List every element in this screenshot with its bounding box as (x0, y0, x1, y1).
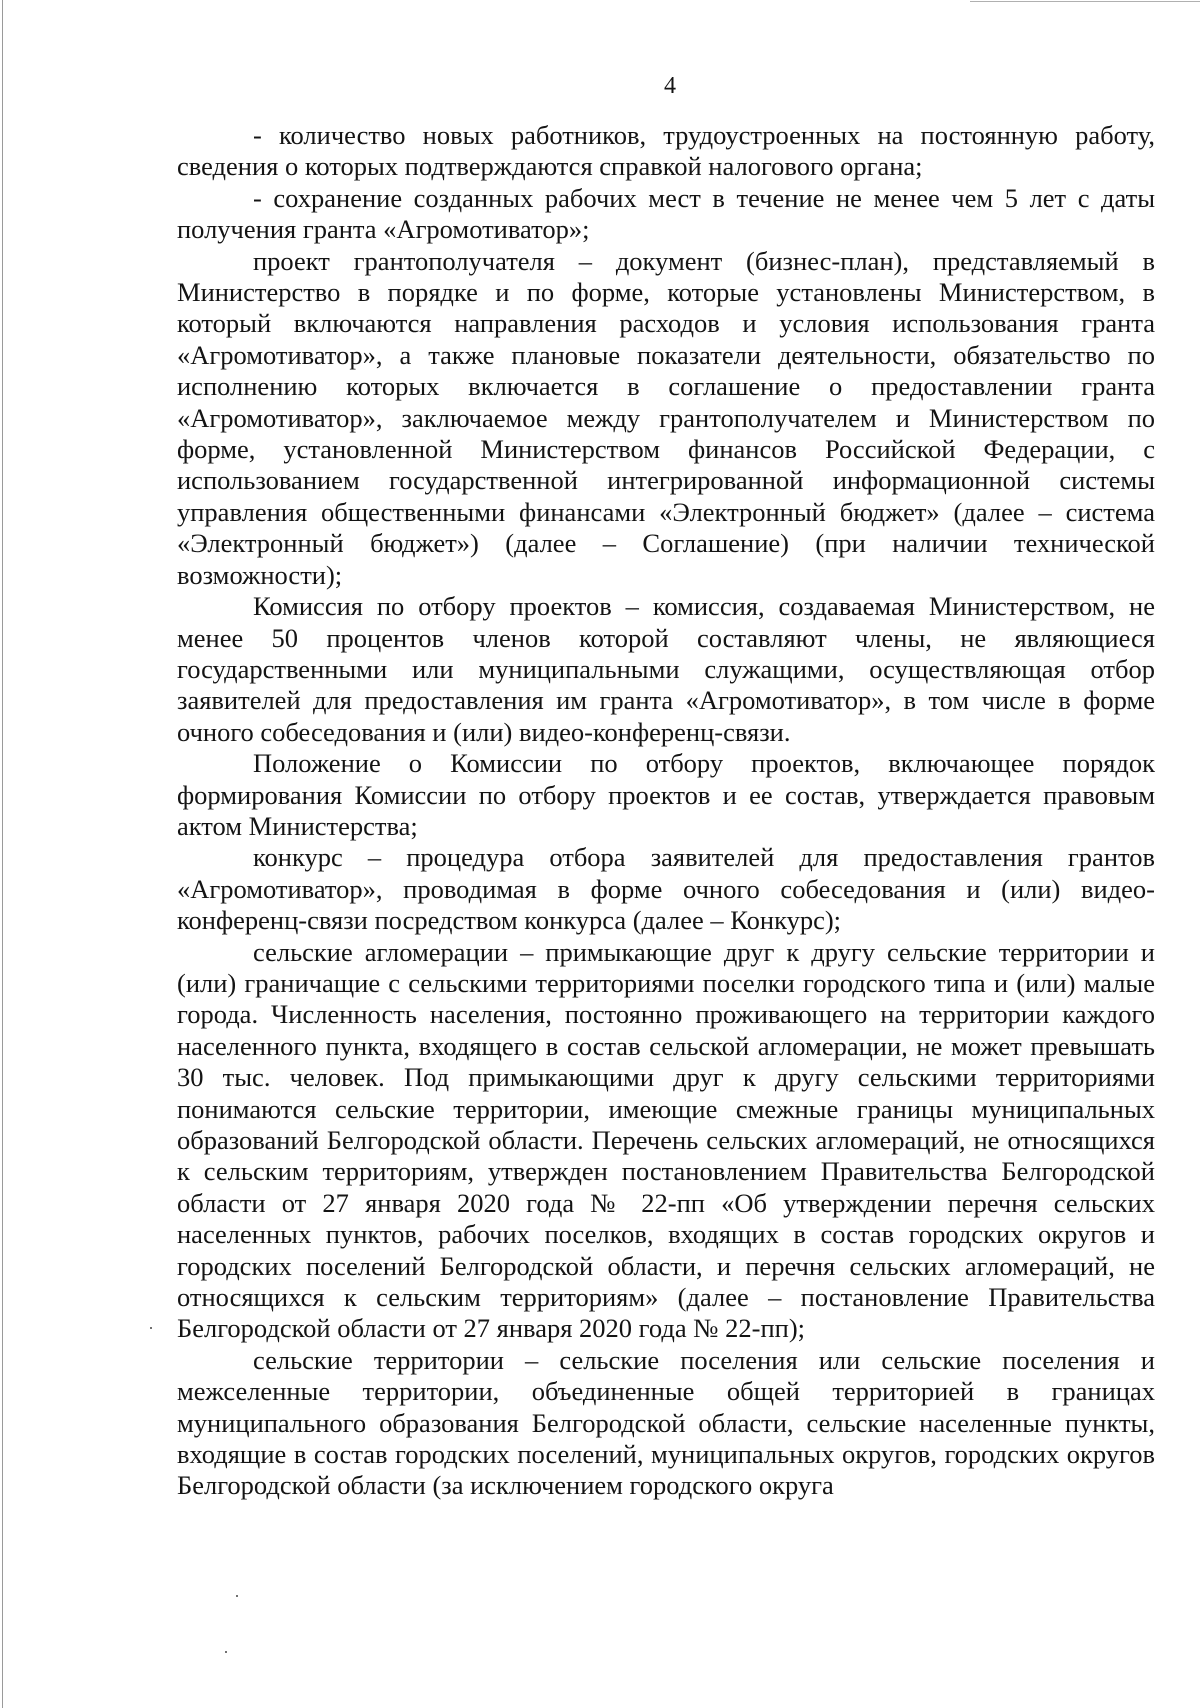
scan-speck (150, 1327, 152, 1329)
paragraph-new-workers: - количество новых работников, трудоустроенных на постоянную работу, сведения о которых подтверждаются справкой налогового органа; (177, 120, 1155, 182)
document-body (177, 120, 1155, 1502)
paragraph-contest-definition: конкурс – процедура отбора заявителей для предоставления грантов «Агромотиватор», проводимая в форме очного собеседования и (или) видео-конференц-связи посредством конкурса (далее – Конкурс); (177, 842, 1155, 936)
paragraph-rural-territories: сельские территории – сельские поселения или сельские поселения и межселенные территории, объединенные общей территорией в границах муниципального образования Белгородской области, сельские населенные пункты, входящие в состав городских поселений, муниципальных округов, городских округов Белгородской области (за исключением городского округа (177, 1344, 1155, 1501)
scan-top-edge-line (970, 1, 1200, 2)
paragraph-project-definition: проект грантополучателя – документ (бизнес-план), представляемый в Министерство в порядке и по форме, которые установлены Министерством, в который включаются направления расходов и условия использования гранта «Агромотиватор», а также плановые показатели деятельности, обязательство по исполнению которых включается в соглашение о предоставлении гранта «Агромотиватор», заключаемое между грантополучателем и Министерством по форме, установленной Министерством финансов Российской Федерации, с использованием государственной интегрированной информационной системы управления общественными финансами «Электронный бюджет» (далее – система «Электронный бюджет») (далее – Соглашение) (при наличии технической возможности); (177, 245, 1155, 590)
paragraph-commission-definition: Комиссия по отбору проектов – комиссия, создаваемая Министерством, не менее 50 процентов членов которой составляют члены, не являющиеся государственными или муниципальными служащими, осуществляющая отбор заявителей для предоставления им гранта «Агромотиватор», в том числе в форме очного собеседования и (или) видео-конференц-связи. (177, 591, 1155, 747)
paragraph-jobs-retention: - сохранение созданных рабочих мест в течение не менее чем 5 лет с даты получения гранта «Агромотиватор»; (177, 182, 1155, 245)
scan-speck (225, 1651, 227, 1653)
page-number: 4 (664, 73, 676, 99)
scan-speck (236, 1595, 238, 1597)
scan-left-edge-line (2, 0, 3, 1708)
paragraph-commission-regulation: Положение о Комиссии по отбору проектов, включающее порядок формирования Комиссии по отбору проектов и ее состав, утверждается правовым актом Министерства; (177, 748, 1155, 841)
paragraph-rural-agglomerations: сельские агломерации – примыкающие друг к другу сельские территории и (или) граничащие с сельскими территориями поселки городского типа и (или) малые города. Численность населения, постоянно проживающего на территории каждого населенного пункта, входящего в состав сельской агломерации, не может превышать 30 тыс. человек. Под примыкающими друг к другу сельскими территориями понимаются сельские территории, имеющие смежные границы муниципальных образований Белгородской области. Перечень сельских агломераций, не относящихся к сельским территориям, утвержден постановлением Правительства Белгородской области от 27 января 2020 года № 22-пп «Об утверждении перечня сельских населенных пунктов, рабочих поселков, входящих в состав городских округов и городских поселений Белгородской области, и перечня сельских агломераций, не относящихся к сельским территориям» (далее – постановление Правительства Белгородской области от 27 января 2020 года № 22-пп); (177, 936, 1155, 1344)
